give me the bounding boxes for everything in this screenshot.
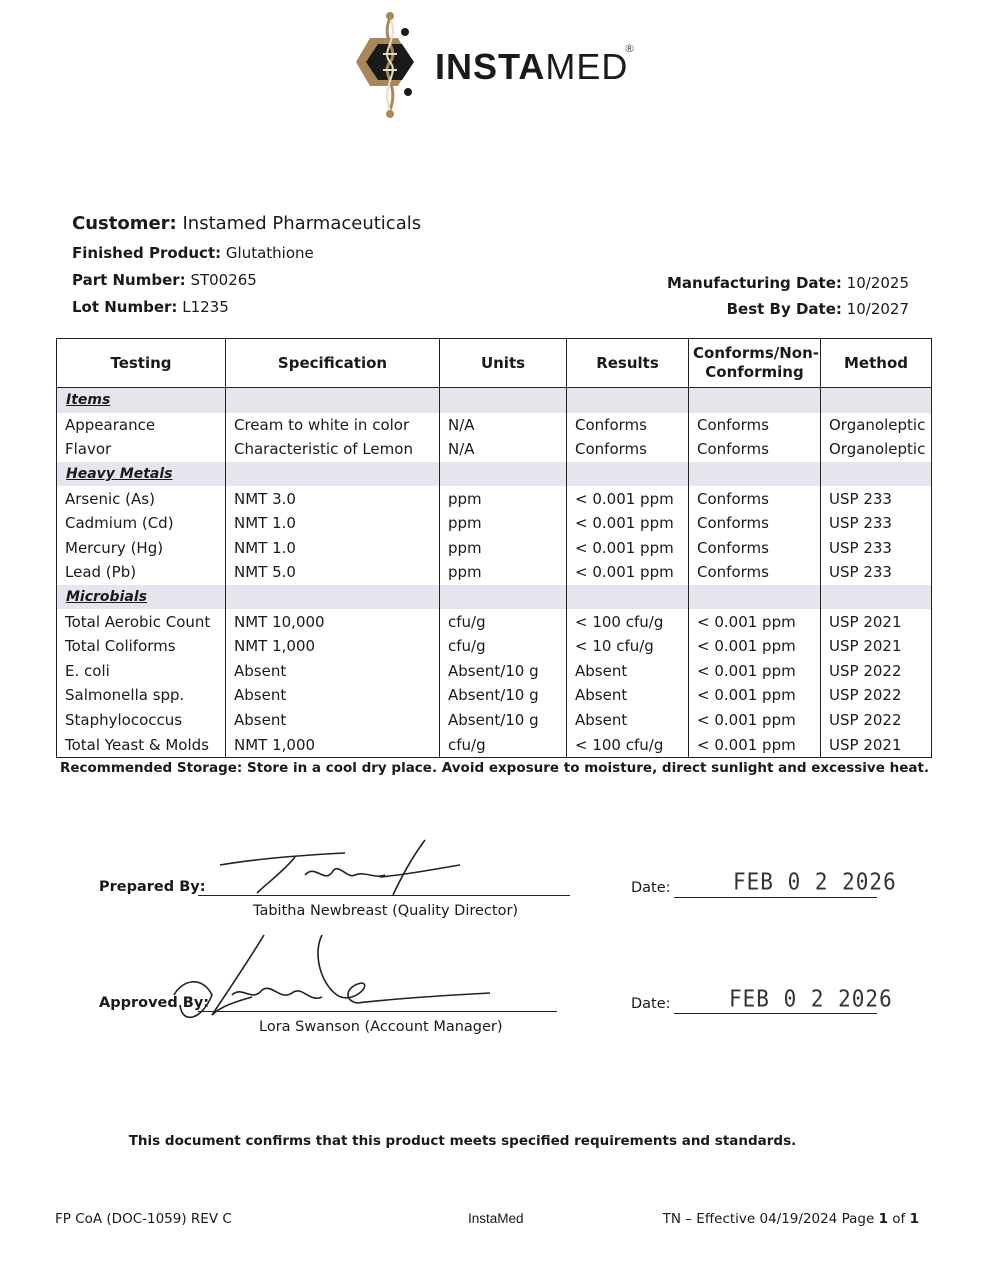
cell-conforms: < 0.001 ppm <box>689 683 821 708</box>
cell-units: cfu/g <box>440 732 567 757</box>
cell-units: Absent/10 g <box>440 659 567 684</box>
specification-table <box>56 338 932 758</box>
table-header-row <box>57 339 932 388</box>
cell-method: USP 233 <box>821 511 932 536</box>
section-filler-cell <box>226 585 440 610</box>
cell-units: cfu/g <box>440 634 567 659</box>
col-header-method: Method <box>821 339 932 388</box>
table-row <box>57 413 932 438</box>
col-header-conforms: Conforms/Non-Conforming <box>689 339 821 388</box>
cell-method: USP 233 <box>821 486 932 511</box>
approved-by-name: Lora Swanson (Account Manager) <box>259 1019 503 1035</box>
table-row <box>57 511 932 536</box>
cell-results: < 0.001 ppm <box>567 560 689 585</box>
cell-conforms: Conforms <box>689 413 821 438</box>
logo-wordmark: INSTAMED <box>435 46 629 87</box>
cell-testing: Total Coliforms <box>57 634 226 659</box>
prepared-signature <box>215 835 465 900</box>
approved-date-label: Date: <box>631 996 671 1012</box>
table-body <box>57 388 932 758</box>
cell-specification: Absent <box>226 708 440 733</box>
cell-results: < 0.001 ppm <box>567 536 689 561</box>
cell-results: Absent <box>567 659 689 684</box>
section-title: Heavy Metals <box>57 462 226 487</box>
cell-method: Organoleptic <box>821 437 932 462</box>
product-line: Finished Product: Glutathione <box>72 244 314 262</box>
prepared-date-stamp: FEB 0 2 2026 <box>733 868 897 896</box>
col-header-units: Units <box>440 339 567 388</box>
cell-results: < 100 cfu/g <box>567 609 689 634</box>
cell-testing: Appearance <box>57 413 226 438</box>
cell-specification: NMT 10,000 <box>226 609 440 634</box>
cell-units: ppm <box>440 486 567 511</box>
cell-units: N/A <box>440 437 567 462</box>
cell-method: USP 2021 <box>821 732 932 757</box>
customer-line: Customer: Instamed Pharmaceuticals <box>72 213 422 234</box>
section-filler-cell <box>567 462 689 487</box>
storage-note: Recommended Storage: Store in a cool dry place. Avoid exposure to moisture, direct sunlight and excessive heat. <box>59 760 930 776</box>
section-filler-cell <box>689 388 821 413</box>
table-row <box>57 659 932 684</box>
section-filler-cell <box>821 388 932 413</box>
cell-results: < 10 cfu/g <box>567 634 689 659</box>
section-filler-cell <box>821 585 932 610</box>
cell-results: Absent <box>567 683 689 708</box>
cell-specification: NMT 1,000 <box>226 732 440 757</box>
cell-units: ppm <box>440 511 567 536</box>
col-header-results: Results <box>567 339 689 388</box>
prepared-by-name: Tabitha Newbreast (Quality Director) <box>253 903 519 919</box>
cell-testing: Salmonella spp. <box>57 683 226 708</box>
section-filler-cell <box>440 585 567 610</box>
cell-specification: NMT 1.0 <box>226 536 440 561</box>
cell-specification: Absent <box>226 659 440 684</box>
table-row <box>57 708 932 733</box>
section-title: Items <box>57 388 226 413</box>
cell-units: cfu/g <box>440 609 567 634</box>
table-row <box>57 683 932 708</box>
cell-method: USP 233 <box>821 536 932 561</box>
confirmation-statement: This document confirms that this product meets specified requirements and standards. <box>128 1133 797 1149</box>
table-row <box>57 560 932 585</box>
cell-method: USP 2022 <box>821 659 932 684</box>
cell-results: Conforms <box>567 437 689 462</box>
table-row <box>57 609 932 634</box>
cell-method: USP 2022 <box>821 683 932 708</box>
cell-testing: Staphylococcus <box>57 708 226 733</box>
table-row <box>57 536 932 561</box>
cell-method: USP 2022 <box>821 708 932 733</box>
cell-method: USP 2021 <box>821 609 932 634</box>
cell-testing: Lead (Pb) <box>57 560 226 585</box>
col-header-specification: Specification <box>226 339 440 388</box>
manufacturing-date-line: Manufacturing Date: 10/2025 <box>667 274 909 292</box>
company-logo <box>350 10 650 120</box>
section-filler-cell <box>821 462 932 487</box>
cell-results: < 0.001 ppm <box>567 511 689 536</box>
section-header-row <box>57 585 932 610</box>
cell-testing: Arsenic (As) <box>57 486 226 511</box>
dna-hex-icon <box>350 10 430 120</box>
cell-conforms: Conforms <box>689 486 821 511</box>
approved-signature <box>172 925 502 1025</box>
cell-conforms: Conforms <box>689 511 821 536</box>
approved-date-line <box>674 1013 877 1014</box>
cell-conforms: < 0.001 ppm <box>689 659 821 684</box>
cell-testing: E. coli <box>57 659 226 684</box>
section-filler-cell <box>440 388 567 413</box>
section-filler-cell <box>226 462 440 487</box>
section-filler-cell <box>689 585 821 610</box>
section-filler-cell <box>567 388 689 413</box>
cell-conforms: < 0.001 ppm <box>689 609 821 634</box>
cell-results: < 0.001 ppm <box>567 486 689 511</box>
cell-method: Organoleptic <box>821 413 932 438</box>
cell-method: USP 2021 <box>821 634 932 659</box>
footer-doc-id: FP CoA (DOC-1059) REV C <box>55 1211 232 1227</box>
cell-specification: Absent <box>226 683 440 708</box>
section-header-row <box>57 388 932 413</box>
registered-mark: ® <box>624 42 635 55</box>
cell-specification: NMT 5.0 <box>226 560 440 585</box>
cell-testing: Cadmium (Cd) <box>57 511 226 536</box>
cell-conforms: Conforms <box>689 437 821 462</box>
cell-results: Conforms <box>567 413 689 438</box>
footer-page-info: TN – Effective 04/19/2024 Page 1 of 1 <box>662 1211 919 1227</box>
footer-company: InstaMed <box>468 1211 524 1226</box>
section-filler-cell <box>440 462 567 487</box>
cell-method: USP 233 <box>821 560 932 585</box>
cell-conforms: Conforms <box>689 560 821 585</box>
section-filler-cell <box>226 388 440 413</box>
section-title: Microbials <box>57 585 226 610</box>
cell-specification: NMT 3.0 <box>226 486 440 511</box>
cell-specification: Characteristic of Lemon <box>226 437 440 462</box>
prepared-by-label: Prepared By: <box>99 879 206 895</box>
cell-testing: Flavor <box>57 437 226 462</box>
prepared-date-label: Date: <box>631 880 671 896</box>
cell-specification: NMT 1,000 <box>226 634 440 659</box>
section-filler-cell <box>567 585 689 610</box>
cell-units: Absent/10 g <box>440 708 567 733</box>
cell-testing: Mercury (Hg) <box>57 536 226 561</box>
col-header-testing: Testing <box>57 339 226 388</box>
cell-units: ppm <box>440 560 567 585</box>
cell-conforms: Conforms <box>689 536 821 561</box>
approved-date-stamp: FEB 0 2 2026 <box>729 985 893 1013</box>
lot-number-line: Lot Number: L1235 <box>72 298 229 316</box>
part-number-line: Part Number: ST00265 <box>72 271 257 289</box>
table-row <box>57 437 932 462</box>
cell-results: < 100 cfu/g <box>567 732 689 757</box>
cell-conforms: < 0.001 ppm <box>689 634 821 659</box>
prepared-date-line <box>674 897 877 898</box>
cell-testing: Total Yeast & Molds <box>57 732 226 757</box>
cell-conforms: < 0.001 ppm <box>689 732 821 757</box>
cell-conforms: < 0.001 ppm <box>689 708 821 733</box>
cell-testing: Total Aerobic Count <box>57 609 226 634</box>
cell-units: N/A <box>440 413 567 438</box>
section-filler-cell <box>689 462 821 487</box>
cell-units: ppm <box>440 536 567 561</box>
best-by-date-line: Best By Date: 10/2027 <box>726 300 909 318</box>
section-header-row <box>57 462 932 487</box>
cell-results: Absent <box>567 708 689 733</box>
table-row <box>57 732 932 757</box>
cell-units: Absent/10 g <box>440 683 567 708</box>
table-row <box>57 634 932 659</box>
approved-by-label: Approved By: <box>99 995 210 1011</box>
table-row <box>57 486 932 511</box>
cell-specification: Cream to white in color <box>226 413 440 438</box>
cell-specification: NMT 1.0 <box>226 511 440 536</box>
